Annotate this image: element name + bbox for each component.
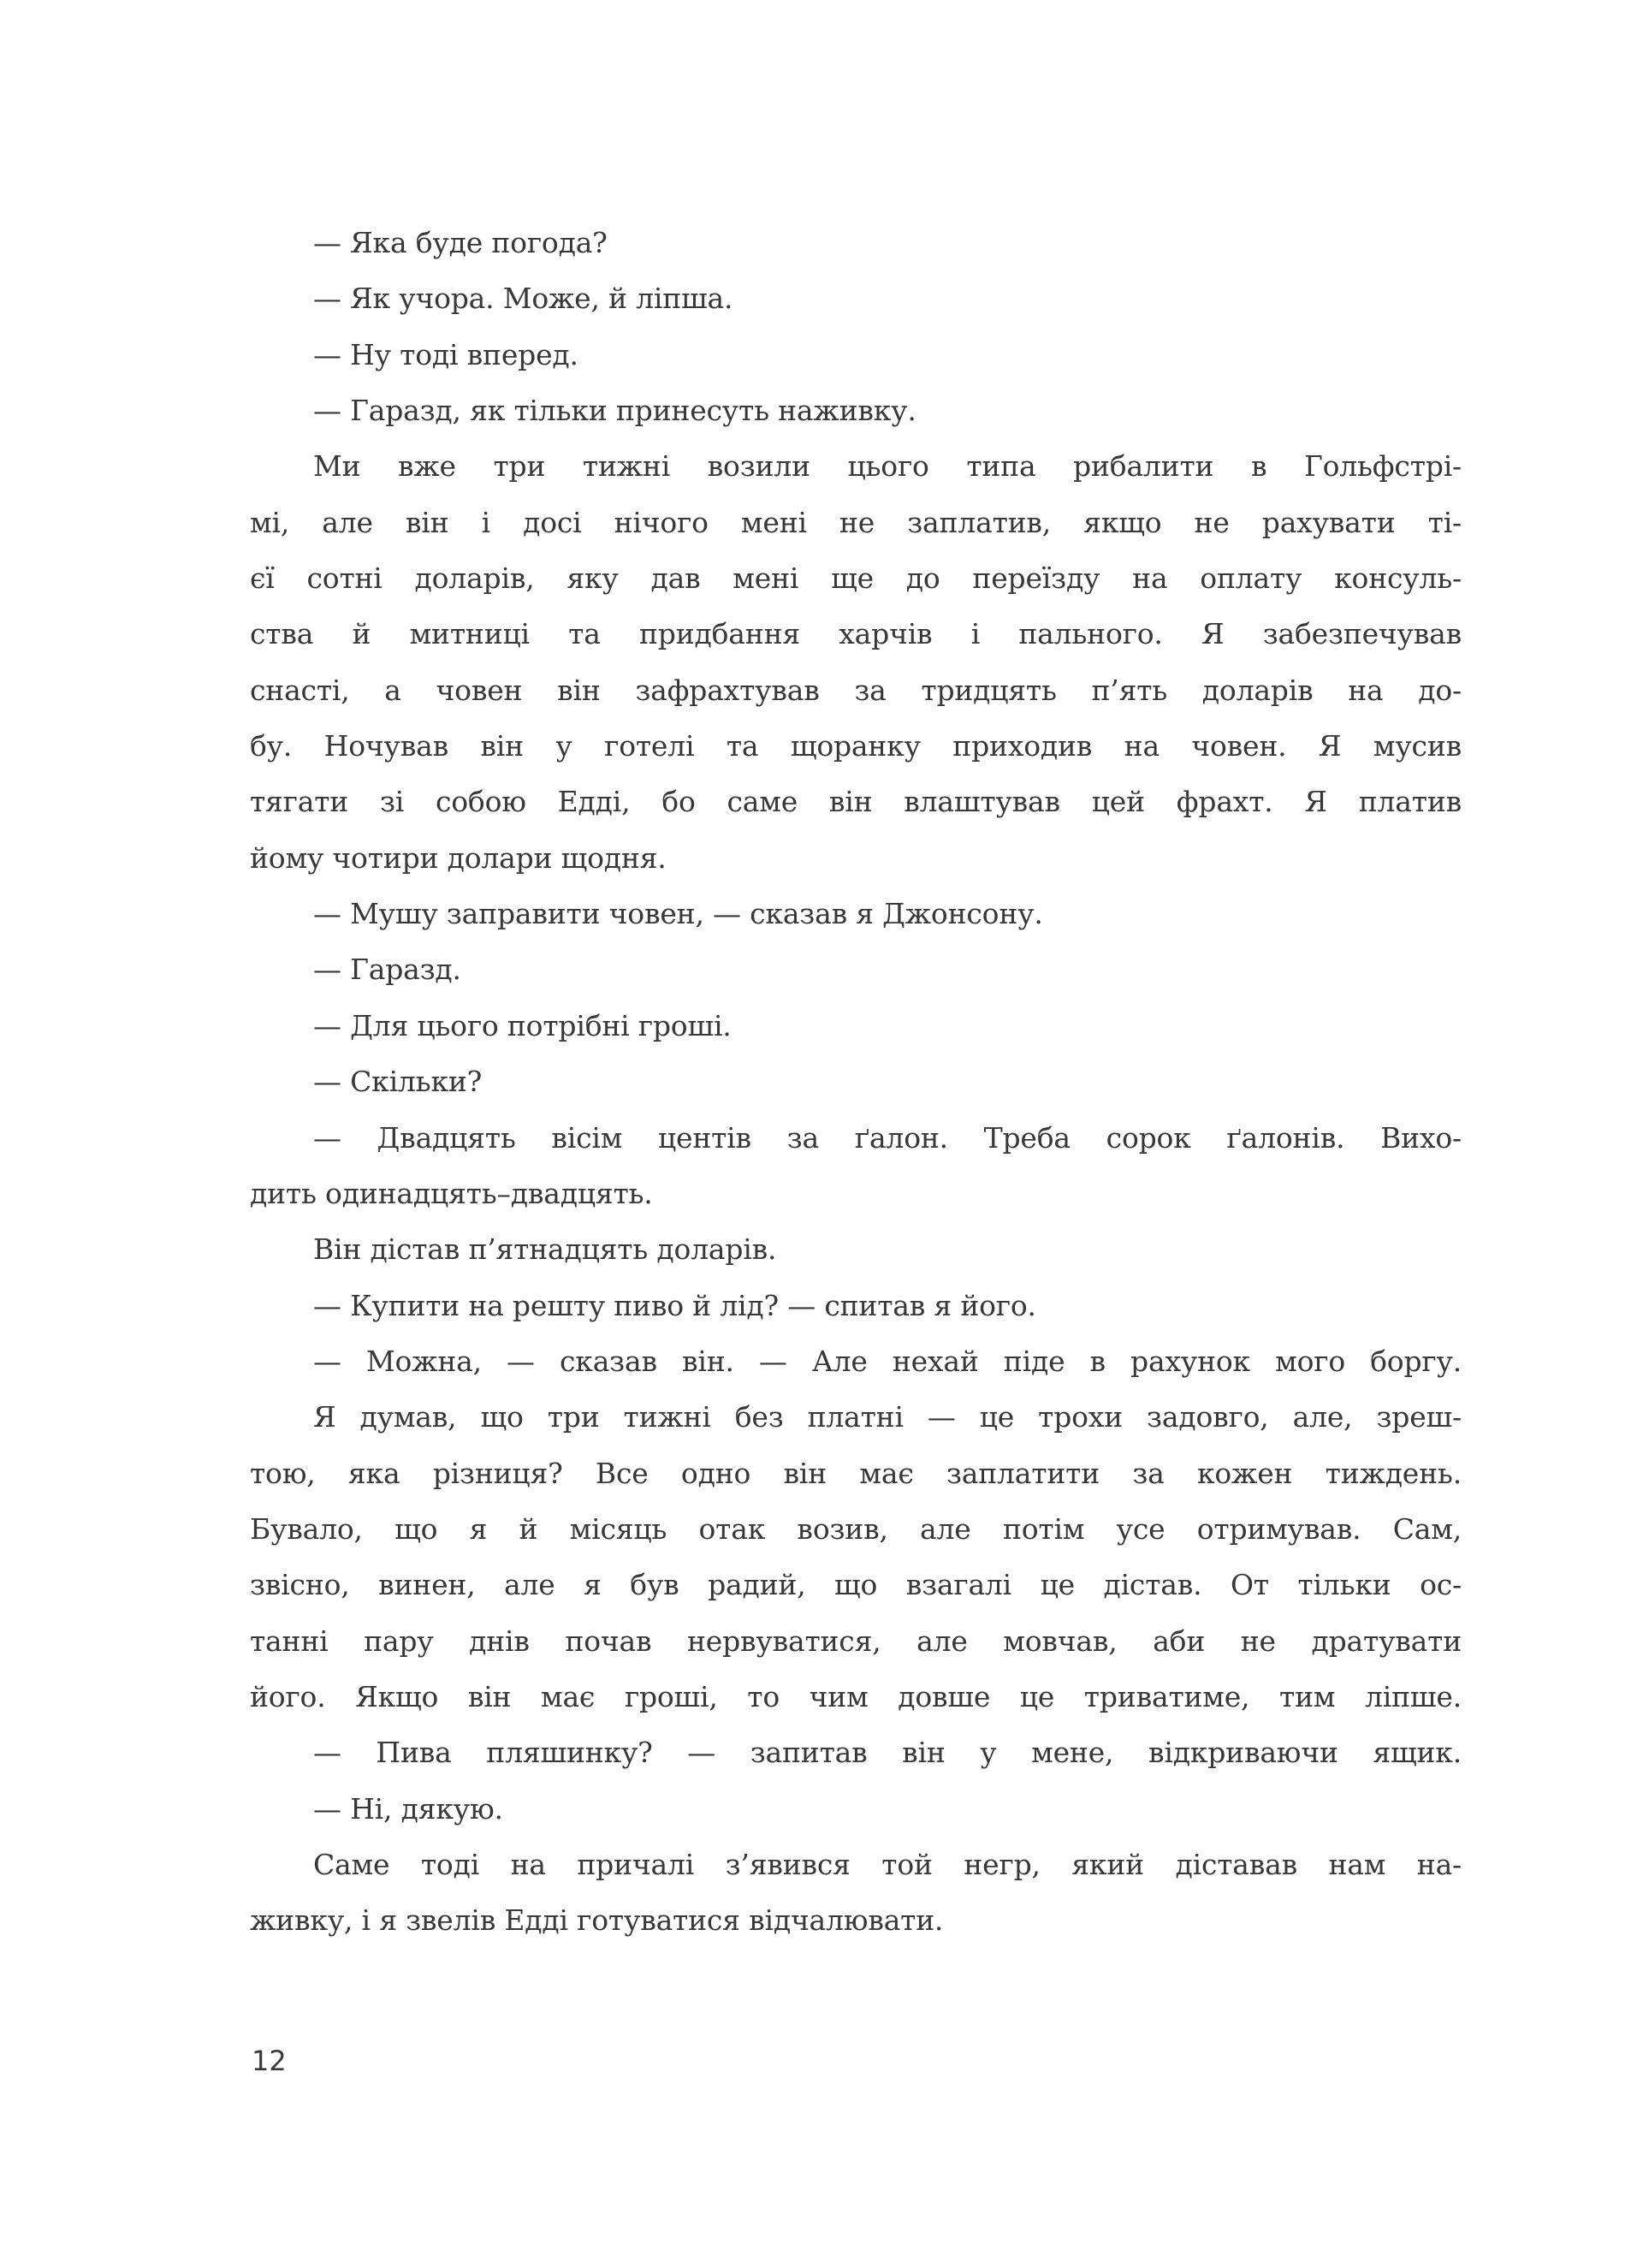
text-line: — Двадцять вісім центів за ґалон. Треба сорок ґалонів. Вихо- xyxy=(313,1120,1462,1155)
text-line: єї сотні доларів, яку дав мені ще до переїзду на оплату консуль- xyxy=(250,561,1462,596)
text-line: ства й митниці та придбання харчів і пального. Я забезпечував xyxy=(250,617,1462,651)
text-line: Я думав, що три тижні без платні — це трохи задовго, але, зреш- xyxy=(313,1400,1462,1434)
text-line: — Купити на решту пиво й лід? — спитав я його. xyxy=(313,1288,1036,1322)
text-line: дить одинадцять–двадцять. xyxy=(250,1176,653,1210)
text-line: тягати зі собою Едді, бо саме він влаштував цей фрахт. Я платив xyxy=(250,785,1462,819)
text-line: бу. Ночував він у готелі та щоранку приходив на човен. Я мусив xyxy=(250,729,1462,763)
text-line: живку, і я звелів Едді готуватися відчалювати. xyxy=(250,1903,944,1938)
text-line: танні пару днів почав нервуватися, але мовчав, аби не дратувати xyxy=(250,1624,1462,1658)
text-line: снасті, а човен він зафрахтував за тридцять п’ять доларів на до- xyxy=(250,673,1462,707)
text-line: Саме тоді на причалі з’явився той негр, який діставав нам на- xyxy=(313,1847,1462,1881)
text-line: його. Якщо він має гроші, то чим довше це триватиме, тим ліпше. xyxy=(250,1679,1462,1713)
text-line: — Скільки? xyxy=(313,1065,483,1099)
text-line: — Яка буде погода? xyxy=(313,226,608,259)
text-line: — Ні, дякую. xyxy=(313,1791,503,1826)
text-line: тою, яка різниця? Все одно він має заплатити за кожен тиждень. xyxy=(250,1456,1462,1490)
body-text xyxy=(250,215,1462,1949)
text-line: мі, але він і досі нічого мені не заплатив, якщо не рахувати ті- xyxy=(250,505,1462,539)
text-line: — Гаразд, як тільки принесуть наживку. xyxy=(313,394,916,428)
text-line: — Ну тоді вперед. xyxy=(313,337,578,371)
text-line: Ми вже три тижні возили цього типа рибалити в Гольфстрі- xyxy=(313,449,1462,484)
text-line: — Гаразд. xyxy=(313,953,461,987)
text-line: — Пива пляшинку? — запитав він у мене, відкриваючи ящик. xyxy=(313,1736,1462,1770)
text-line: Він дістав п’ятнадцять доларів. xyxy=(313,1232,777,1267)
text-line: — Мушу заправити човен, — сказав я Джонсону. xyxy=(313,897,1043,931)
text-line: Бувало, що я й місяць отак возив, але потім усе отримував. Сам, xyxy=(250,1511,1462,1546)
text-line: звісно, винен, але я був радий, що взагалі це дістав. От тільки ос- xyxy=(250,1568,1462,1602)
page-number: 12 xyxy=(252,2045,287,2077)
text-line: йому чотири долари щодня. xyxy=(250,840,667,875)
text-line: — Можна, — сказав він. — Але нехай піде в рахунок мого боргу. xyxy=(313,1344,1462,1378)
text-line: — Як учора. Може, й ліпша. xyxy=(313,282,733,316)
text-line: — Для цього потрібні гроші. xyxy=(313,1008,732,1042)
